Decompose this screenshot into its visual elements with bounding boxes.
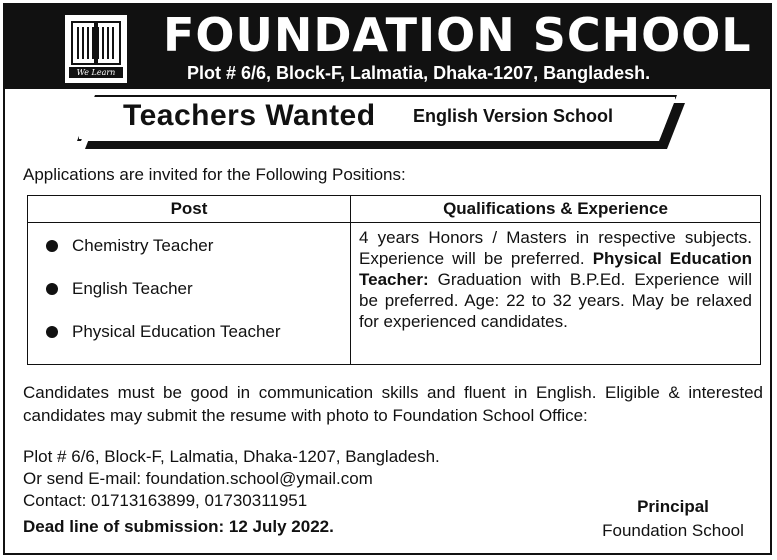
post-name: English Teacher	[72, 279, 193, 298]
posts-list	[28, 223, 350, 364]
signature-block	[589, 495, 757, 543]
contact-block	[23, 446, 440, 512]
requirements-text: Candidates must be good in communication skills and fluent in English. Eligible & interested candidates may submit the resume with photo to Foundation School Office:	[23, 383, 763, 425]
bullet-icon	[46, 326, 58, 338]
header-bar	[5, 5, 770, 89]
contact-email: Or send E-mail: foundation.school@ymail.com	[23, 469, 373, 488]
logo-tagline: We Learn	[69, 67, 123, 78]
banner-subtitle: English Version School	[413, 106, 614, 126]
deadline: Dead line of submission: 12 July 2022.	[23, 517, 334, 536]
qualifications-text	[351, 223, 760, 340]
signature-org: Foundation School	[602, 521, 744, 540]
school-address: Plot # 6/6, Block-F, Lalmatia, Dhaka-1207, Bangladesh.	[187, 63, 651, 83]
banner-title: Teachers Wanted	[123, 99, 376, 132]
qual-general: 4 years Honors / Masters in respective subjects. Experience will be preferred.	[359, 228, 752, 268]
advertisement	[3, 3, 772, 555]
table-header-row	[28, 196, 761, 223]
bullet-icon	[46, 240, 58, 252]
header-qualifications: Qualifications & Experience	[351, 196, 761, 223]
contact-address: Plot # 6/6, Block-F, Lalmatia, Dhaka-1207, Bangladesh.	[23, 447, 440, 466]
contact-phone: Contact: 01713163899, 01730311951	[23, 491, 308, 510]
posts-cell	[28, 223, 351, 365]
school-name: FOUNDATION SCHOOL	[163, 8, 752, 62]
post-name: Chemistry Teacher	[72, 236, 214, 255]
positions-table	[27, 195, 761, 365]
book-icon	[71, 21, 121, 65]
qualifications-cell	[351, 223, 761, 365]
qual-age: Age: 22 to 32 years. May be relaxed for experienced candidates.	[359, 291, 752, 331]
post-name: Physical Education Teacher	[72, 322, 281, 341]
signature-title: Principal	[637, 497, 709, 516]
table-row	[28, 223, 761, 365]
school-logo	[65, 15, 127, 83]
qual-pe-label: Physical Education Teacher:	[359, 249, 752, 289]
intro-text: Applications are invited for the Following Positions:	[23, 165, 406, 184]
bullet-icon	[46, 283, 58, 295]
qual-pe-text: Graduation with B.P.Ed. Experience will be preferred.	[359, 270, 752, 310]
list-item	[42, 321, 350, 364]
banner	[77, 95, 691, 153]
list-item	[42, 235, 350, 278]
list-item	[42, 278, 350, 321]
header-post: Post	[28, 196, 351, 223]
